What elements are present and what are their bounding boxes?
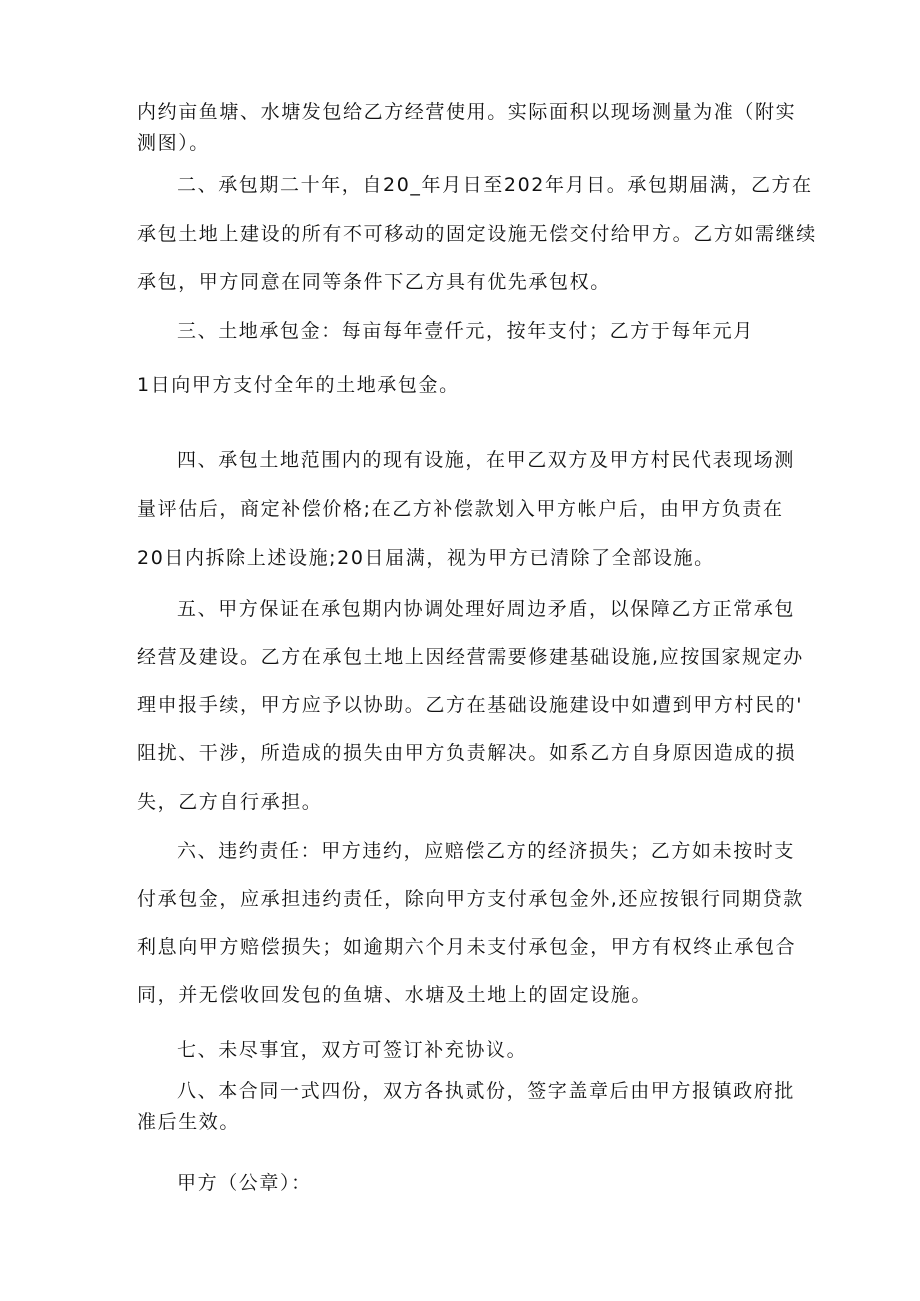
text-line: 承包，甲方同意在同等条件下乙方具有优先承包权。 [137,271,611,293]
text-line: 利息向甲方赔偿损失；如逾期六个月未支付承包金，甲方有权终止承包合 [137,936,797,958]
text-line: 五、甲方保证在承包期内协调处理好周边矛盾，以保障乙方正常承包 [177,598,796,620]
text-line: 三、土地承包金：每亩每年壹仟元，按年支付；乙方于每年元月 [177,320,754,342]
text-line: 四、承包土地范围内的现有设施，在甲乙双方及甲方村民代表现场测 [177,449,796,471]
text-line: 1日向甲方支付全年的土地承包金。 [137,374,460,396]
text-line: 承包土地上建设的所有不可移动的固定设施无偿交付给甲方。乙方如需继续 [137,223,817,245]
text-line: 测图）。 [137,132,210,154]
text-line: 量评估后，商定补偿价格;在乙方补偿款划入甲方帐户后，由甲方负责在 [137,498,784,520]
text-line: 准后生效。 [137,1111,241,1133]
text-line: 付承包金，应承担违约责任，除向甲方支付承包金外,还应按银行同期贷款 [137,888,804,910]
text-line: 同，并无偿收回发包的鱼塘、水塘及土地上的固定设施。 [137,984,653,1006]
text-line: 阻扰、干涉，所造成的损失由甲方负责解决。如系乙方自身原因造成的损 [137,742,797,764]
text-line: 八、本合同一式四份，双方各执贰份，签字盖章后由甲方报镇政府批 [177,1080,796,1102]
text-line: 理申报手续，甲方应予以协助。乙方在基础设施建设中如遭到甲方村民的' [137,694,804,716]
text-line: 失，乙方自行承担。 [137,791,323,813]
signature-label: 甲方（公章）： [177,1172,312,1194]
text-line: 七、未尽事宜，双方可签订补充协议。 [177,1039,528,1061]
text-line: 六、违约责任：甲方违约，应赔偿乙方的经济损失；乙方如未按时支 [177,840,796,862]
text-line: 二、承包期二十年，自20_年月日至202年月日。承包期届满，乙方在 [177,174,813,196]
text-line: 经营及建设。乙方在承包土地上因经营需要修建基础设施,应按国家规定办 [137,646,804,668]
text-line: 内约亩鱼塘、水塘发包给乙方经营使用。实际面积以现场测量为准（附实 [137,101,797,123]
text-line: 20日内拆除上述设施;20日届满，视为甲方已清除了全部设施。 [137,547,715,569]
